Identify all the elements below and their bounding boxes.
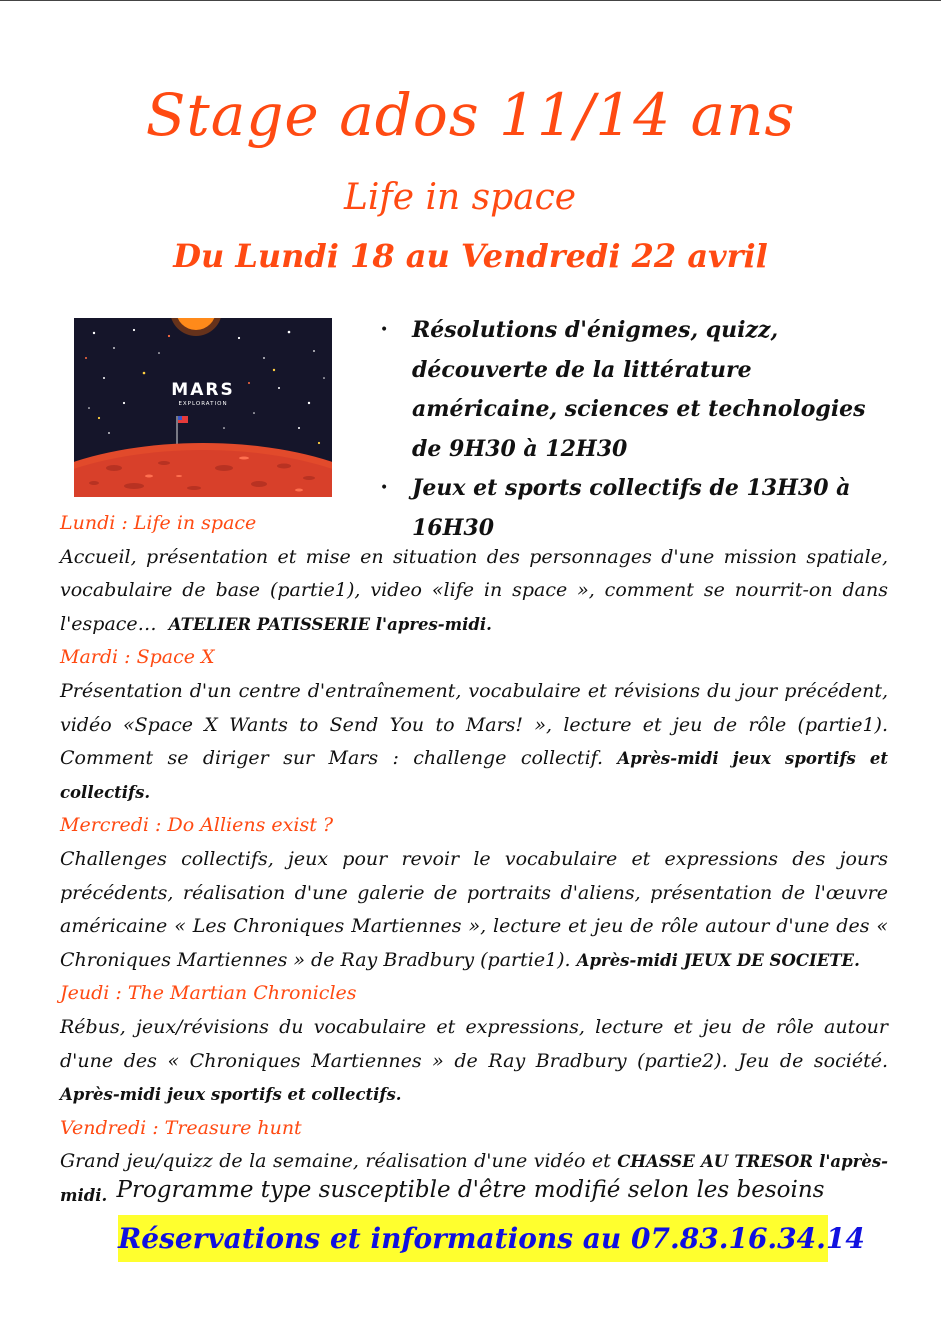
activity-item-morning [380, 311, 880, 469]
day-highlight: CHASSE AU TRESOR l'après-midi. [60, 1152, 888, 1205]
day-title-jeudi: Jeudi : The Martian Chronicles [60, 982, 357, 1005]
day-description: Rébus, jeux/révisions du vocabulaire et expressions, lecture et jeu de rôle autour d'une des « Chroniques Martiennes » de Ray Bradbury (partie2). Jeu de société. [60, 1015, 888, 1072]
day-description: Challenges collectifs, jeux pour revoir le vocabulaire et expressions des jours précédents, réalisation d'une galerie de portraits d'aliens, présentation de l'œuvre américaine « Les Chroniques Martiennes », lecture et jeu de rôle autour d'une des « Chroniques Martiennes » de Ray Bradbury (partie1). [60, 847, 888, 971]
day-description: Présentation d'un centre d'entraînement, vocabulaire et révisions du jour précédent, vidéo «Space X Wants to Send You to Mars! », lecture et jeu de rôle (partie1). Comment se diriger sur Mars : challenge collectif. [60, 679, 888, 770]
day-description: Grand jeu/quizz de la semaine, réalisation d'une vidéo et [60, 1150, 611, 1173]
bullet-icon: • [380, 322, 389, 338]
program-note: Programme type susceptible d'être modifié selon les besoins [116, 1177, 825, 1203]
mars-exploration-illustration [74, 318, 332, 497]
bullet-icon: • [380, 480, 389, 496]
day-text-mercredi [60, 843, 888, 977]
day-text-mardi [60, 675, 888, 809]
day-highlight: Après-midi jeux sportifs et collectifs. [60, 1085, 402, 1105]
day-highlight: Après-midi jeux sportifs et collectifs. [60, 749, 889, 802]
day-title-vendredi: Vendredi : Treasure hunt [60, 1116, 302, 1139]
weekly-program [60, 507, 888, 1212]
activity-text: Résolutions d'énigmes, quizz, découverte de la littérature américaine, sciences et technologies de 9H30 à 12H30 [412, 317, 866, 462]
day-text-jeudi [60, 1011, 888, 1112]
mars-logo-title: MARS [171, 380, 235, 400]
day-text-lundi [60, 541, 888, 642]
day-title-lundi: Lundi : Life in space [60, 512, 257, 534]
contact-banner: Réservations et informations au 07.83.16.34.14 [118, 1215, 828, 1262]
stage-dates: Du Lundi 18 au Vendredi 22 avril [173, 237, 768, 275]
day-title-mardi: Mardi : Space X [60, 646, 215, 669]
day-title-mercredi: Mercredi : Do Alliens exist ? [60, 814, 334, 837]
page-subtitle: Life in space [343, 177, 577, 218]
day-highlight: Après-midi JEUX DE SOCIETE. [576, 950, 860, 970]
day-highlight: ATELIER PATISSERIE l'apres-midi. [168, 614, 492, 634]
mars-logo-subtitle: EXPLORATION [178, 401, 228, 407]
day-description: Accueil, présentation et mise en situation des personnages d'une mission spatiale, vocabulaire de base (partie1), video «life in space », comment se nourrit-on dans l'espace… [60, 545, 888, 635]
page-title: Stage ados 11/14 ans [145, 81, 796, 149]
activity-text: Jeux et sports collectifs de 13H30 à 16H30 [412, 475, 851, 541]
